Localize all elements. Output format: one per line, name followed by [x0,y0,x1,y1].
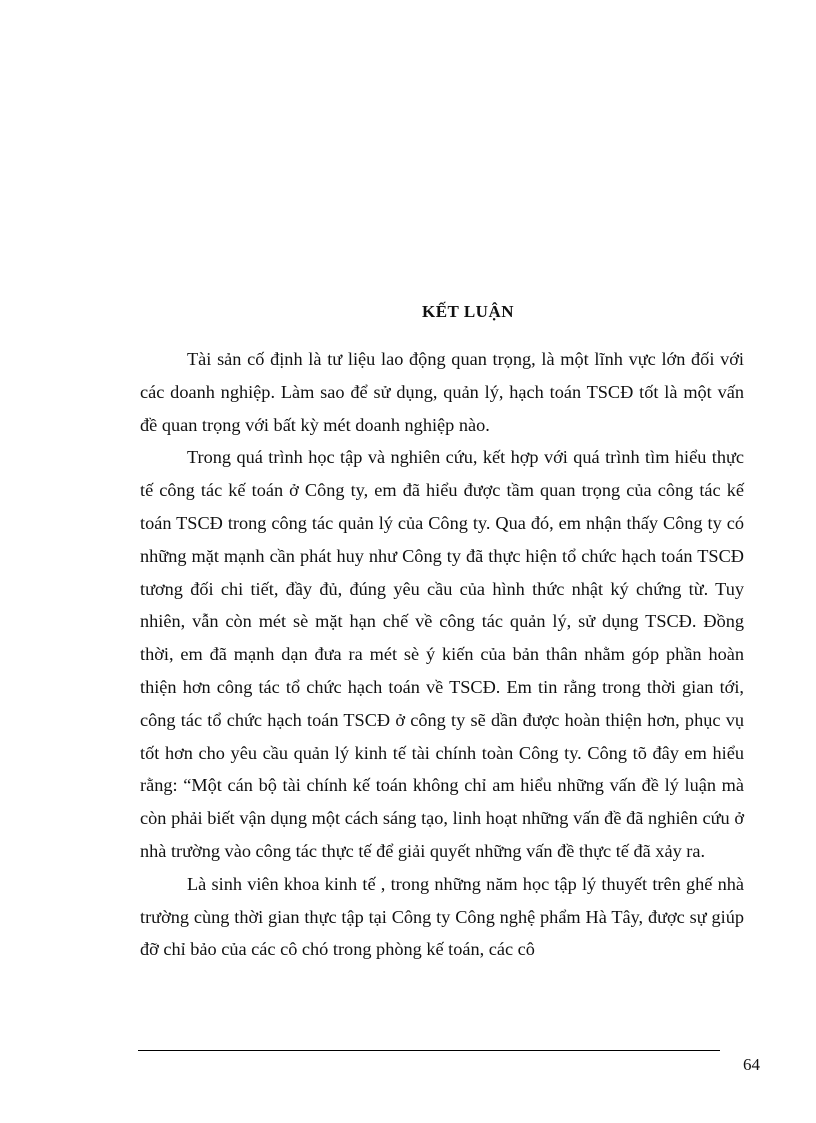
footer-divider [138,1050,720,1051]
page-number: 64 [743,1055,760,1074]
page-title: KẾT LUẬN [421,302,514,321]
paragraph-1: Tài sản cố định là tư liệu lao động quan trọng, là một lĩnh vực lớn đối với các doanh nghiệp. Làm sao để sử dụng, quản lý, hạch toán TSCĐ tốt là một vấn đề quan trọng với bất kỳ mét doanh nghiệp nào. [140,349,744,435]
paragraph-2: Trong quá trình học tập và nghiên cứu, kết hợp với quá trình tìm hiểu thực tế công tác kế toán ở Công ty, em đã hiểu được tầm quan trọng của công tác kế toán TSCĐ trong công tác quản lý của Công ty. Qua đó, em nhận thấy Công ty có những mặt mạnh cần phát huy như Công ty đã thực hiện tổ chức hạch toán TSCĐ tương đối chi tiết, đầy đủ, đúng yêu cầu của hình thức nhật ký chứng từ. Tuy nhiên, vẫn còn mét sè mặt hạn chế về công tác quản lý, sử dụng TSCĐ. Đồng thời, em đã mạnh dạn đưa ra mét sè ý kiến của bản thân nhằm góp phần hoàn thiện hơn công tác tổ chức hạch toán về TSCĐ. Em tin rằng trong thời gian tới, công tác tổ chức hạch toán TSCĐ ở công ty sẽ dần được hoàn thiện hơn, phục vụ tốt hơn cho yêu cầu quản lý kinh tế tài chính toàn Công ty. Công tõ đây em hiểu rằng: “Một cán bộ tài chính kế toán không chỉ am hiểu những vấn đề lý luận mà còn phải biết vận dụng một cách sáng tạo, linh hoạt những vấn đề đã nghiên cứu ở nhà trường vào công tác thực tế để giải quyết những vấn đề thực tế đã xảy ra. [140,447,744,861]
paragraph-3: Là sinh viên khoa kinh tế , trong những năm học tập lý thuyết trên ghế nhà trường cùng thời gian thực tập tại Công ty Công nghệ phẩm Hà Tây, được sự giúp đỡ chỉ bảo của các cô chó trong phòng kế toán, các cô [140,873,744,960]
body-text [140,343,744,966]
